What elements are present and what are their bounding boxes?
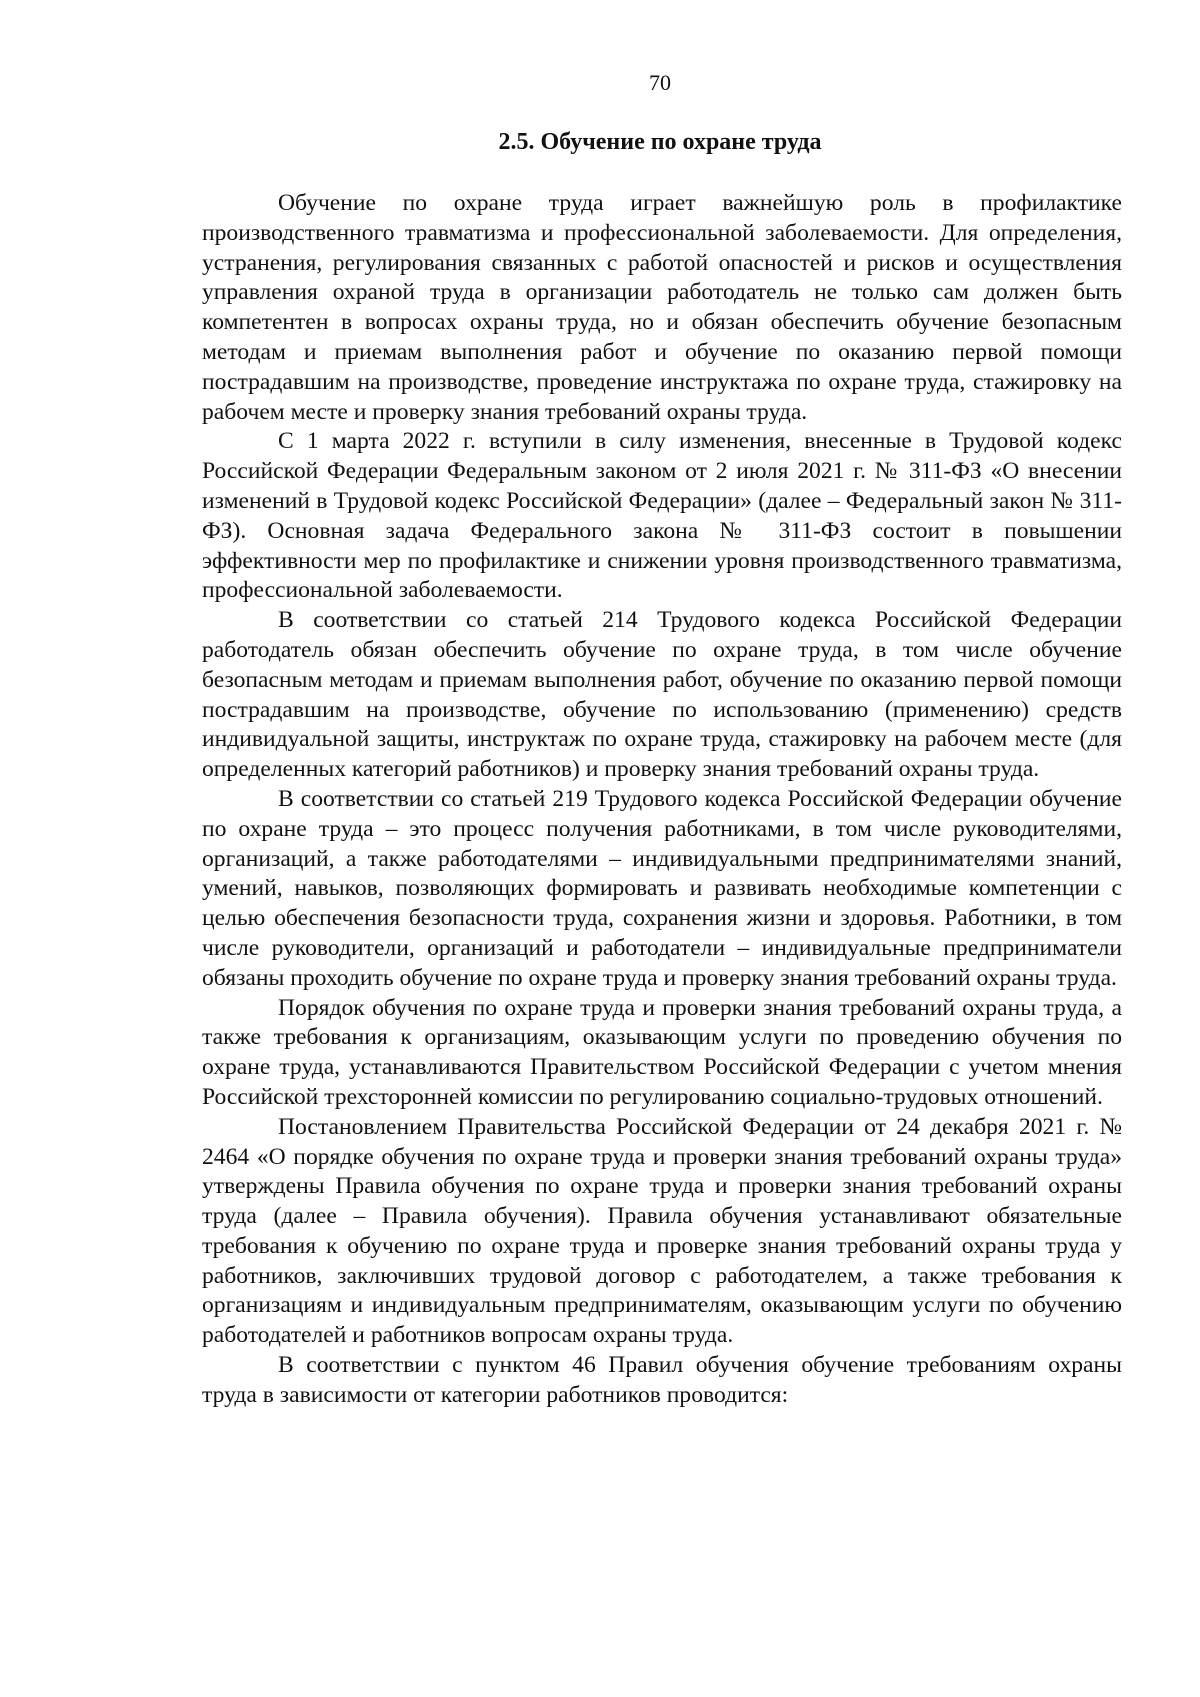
paragraph: С 1 марта 2022 г. вступили в силу изменения, внесенные в Трудовой кодекс Российской Федерации Федеральным законом от 2 июля 2021 г. № 311-ФЗ «О внесении изменений в Трудовой кодекс Российской Федерации» (далее – Федеральный закон № 311-ФЗ). Основная задача Федерального закона № 311-ФЗ состоит в повышении эффективности мер по профилактике и снижении уровня производственного травматизма, профессиональной заболеваемости. bbox=[202, 428, 1122, 604]
section-title: 2.5. Обучение по охране труда bbox=[498, 129, 822, 155]
paragraph: В соответствии со статьей 214 Трудового кодекса Российской Федерации работодатель обязан обеспечить обучение по охране труда, в том числе обучение безопасным методам и приемам выполнения работ, обучение по оказанию первой помощи пострадавшим на производстве, обучение по использованию (применению) средств индивидуальной защиты, инструктаж по охране труда, стажировку на рабочем месте (для определенных категорий работников) и проверку знания требований охраны труда. bbox=[202, 607, 1122, 783]
paragraph: В соответствии со статьей 219 Трудового кодекса Российской Федерации обучение по охране труда – это процесс получения работниками, в том числе руководителями, организаций, а также работодателями – индивидуальными предпринимателями знаний, умений, навыков, позволяющих формировать и развивать необходимые компетенции с целью обеспечения безопасности труда, сохранения жизни и здоровья. Работники, в том числе руководители, организаций и работодатели – индивидуальные предприниматели обязаны проходить обучение по охране труда и проверку знания требований охраны труда. bbox=[202, 785, 1122, 991]
paragraph: Порядок обучения по охране труда и проверки знания требований охраны труда, а также требования к организациям, оказывающим услуги по проведению обучения по охране труда, устанавливаются Правительством Российской Федерации с учетом мнения Российской трехсторонней комиссии по регулированию социально-трудовых отношений. bbox=[202, 994, 1122, 1110]
paragraph: В соответствии с пунктом 46 Правил обучения обучение требованиям охраны труда в зависимости от категории работников проводится: bbox=[202, 1352, 1122, 1408]
body-text bbox=[202, 189, 1122, 1411]
paragraph: Постановлением Правительства Российской Федерации от 24 декабря 2021 г. № 2464 «О порядке обучения по охране труда и проверки знания требований охраны труда» утверждены Правила обучения по охране труда и проверки знания требований охраны труда (далее – Правила обучения). Правила обучения устанавливают обязательные требования к обучению по охране труда и проверке знания требований охраны труда у работников, заключивших трудовой договор с работодателем, а также требования к организациям и индивидуальным предпринимателям, оказывающим услуги по обучению работодателей и работников вопросам охраны труда. bbox=[202, 1113, 1122, 1349]
page-number: 70 bbox=[649, 70, 671, 95]
paragraph: Обучение по охране труда играет важнейшую роль в профилактике производственного травматизма и профессиональной заболеваемости. Для определения, устранения, регулирования связанных с работой опасностей и рисков и осуществления управления охраной труда в организации работодатель не только сам должен быть компетентен в вопросах охраны труда, но и обязан обеспечить обучение безопасным методам и приемам выполнения работ и обучение по оказанию первой помощи пострадавшим на производстве, проведение инструктажа по охране труда, стажировку на рабочем месте и проверку знания требований охраны труда. bbox=[202, 190, 1122, 425]
